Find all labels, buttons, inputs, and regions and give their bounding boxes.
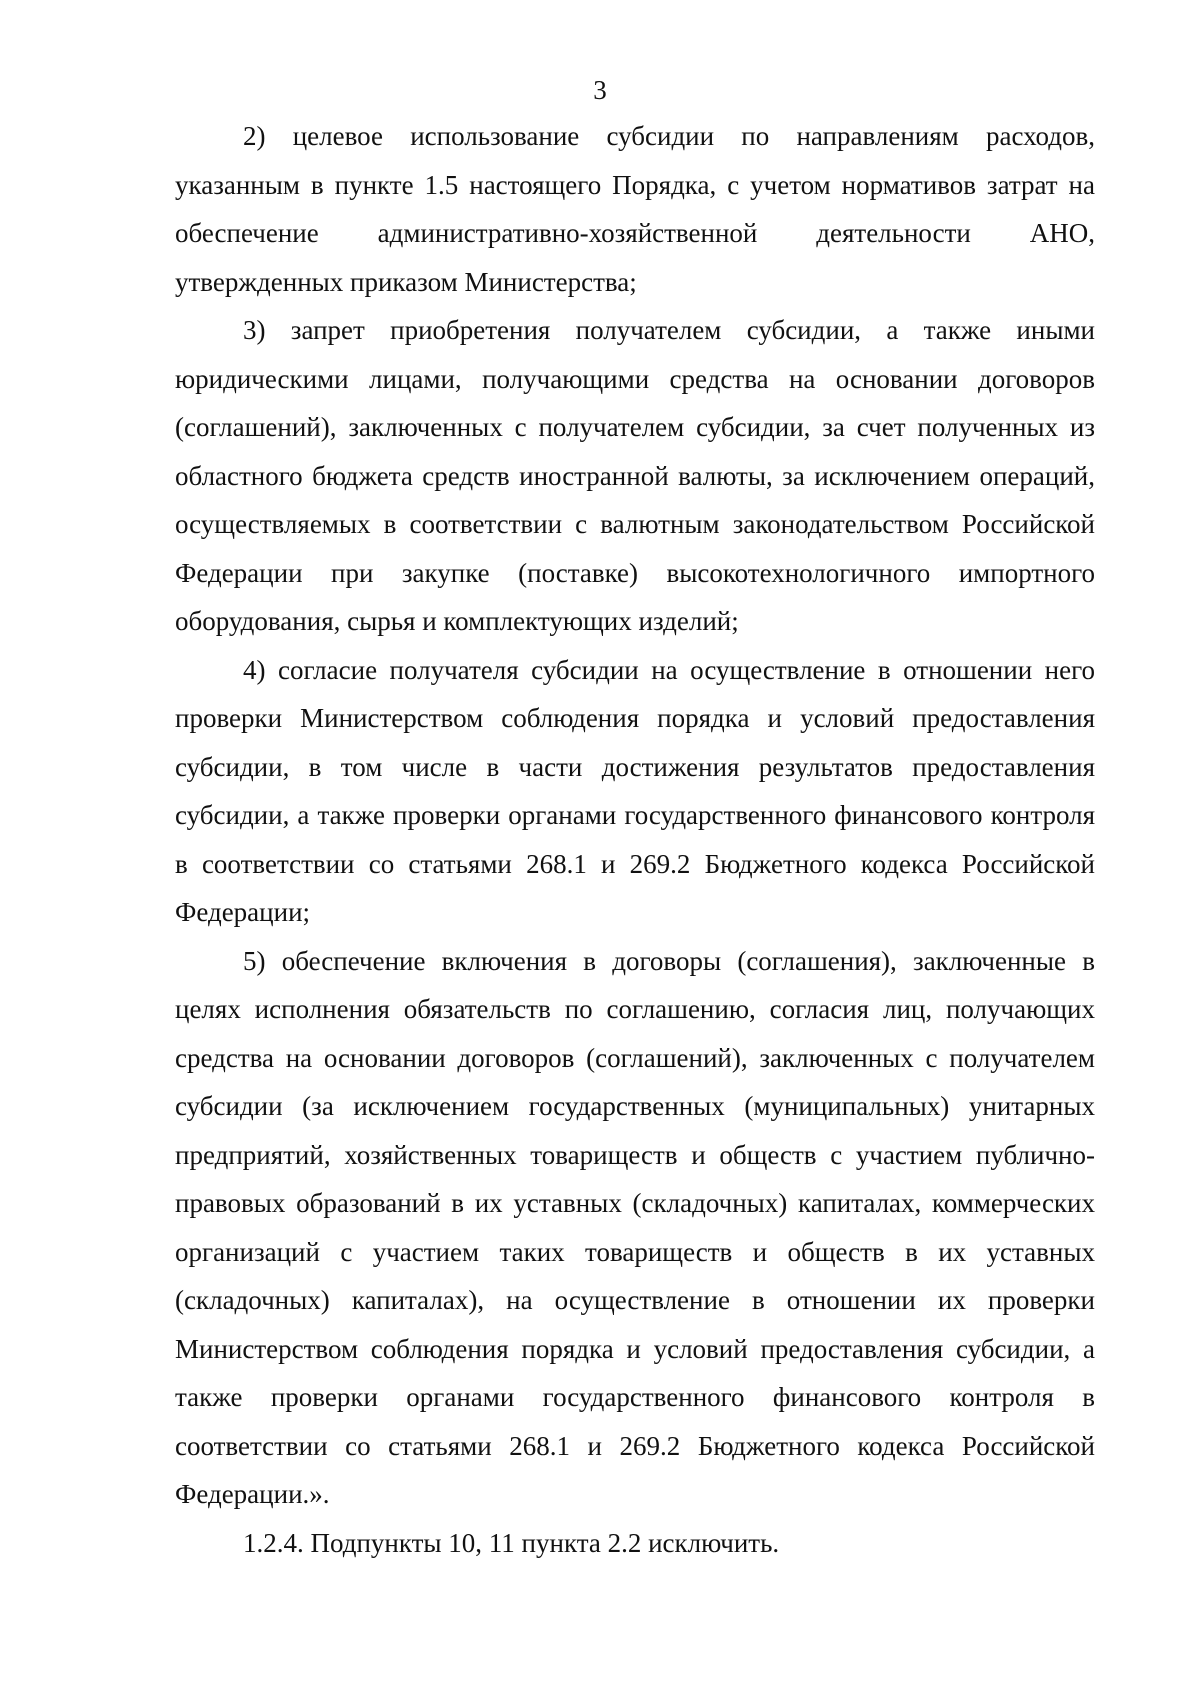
document-body [175,112,1095,1567]
paragraph-subpoint-5: 5) обеспечение включения в договоры (соглашения), заключенные в целях исполнения обязательств по соглашению, согласия лиц, получающих средства на основании договоров (соглашений), заключенных с получателем субсидии (за исключением государственных (муниципальных) унитарных предприятий, хозяйственных товариществ и обществ с участием публично-правовых образований в их уставных (складочных) капиталах, коммерческих организаций с участием таких товариществ и обществ в их уставных (складочных) капиталах), на осуществление в отношении их проверки Министерством соблюдения порядка и условий предоставления субсидии, а также проверки органами государственного финансового контроля в соответствии со статьями 268.1 и 269.2 Бюджетного кодекса Российской Федерации.». [175,945,1095,1509]
page-number: 3 [593,75,607,105]
paragraph-subpoint-2: 2) целевое использование субсидии по направлениям расходов, указанным в пункте 1.5 настоящего Порядка, с учетом нормативов затрат на обеспечение административно-хозяйственной деятельности АНО, утвержденных приказом Министерства; [175,121,1095,297]
paragraph-subpoint-4: 4) согласие получателя субсидии на осуществление в отношении него проверки Министерством соблюдения порядка и условий предоставления субсидии, в том числе в части достижения результатов предоставления субсидии, а также проверки органами государственного финансового контроля в соответствии со статьями 268.1 и 269.2 Бюджетного кодекса Российской Федерации; [175,654,1095,927]
paragraph-clause-1-2-4: 1.2.4. Подпункты 10, 11 пункта 2.2 исключить. [243,1527,780,1558]
paragraph-subpoint-3: 3) запрет приобретения получателем субсидии, а также иными юридическими лицами, получающими средства на основании договоров (соглашений), заключенных с получателем субсидии, за счет полученных из областного бюджета средств иностранной валюты, за исключением операций, осуществляемых в соответствии с валютным законодательством Российской Федерации при закупке (поставке) высокотехнологичного импортного оборудования, сырья и комплектующих изделий; [175,315,1095,636]
